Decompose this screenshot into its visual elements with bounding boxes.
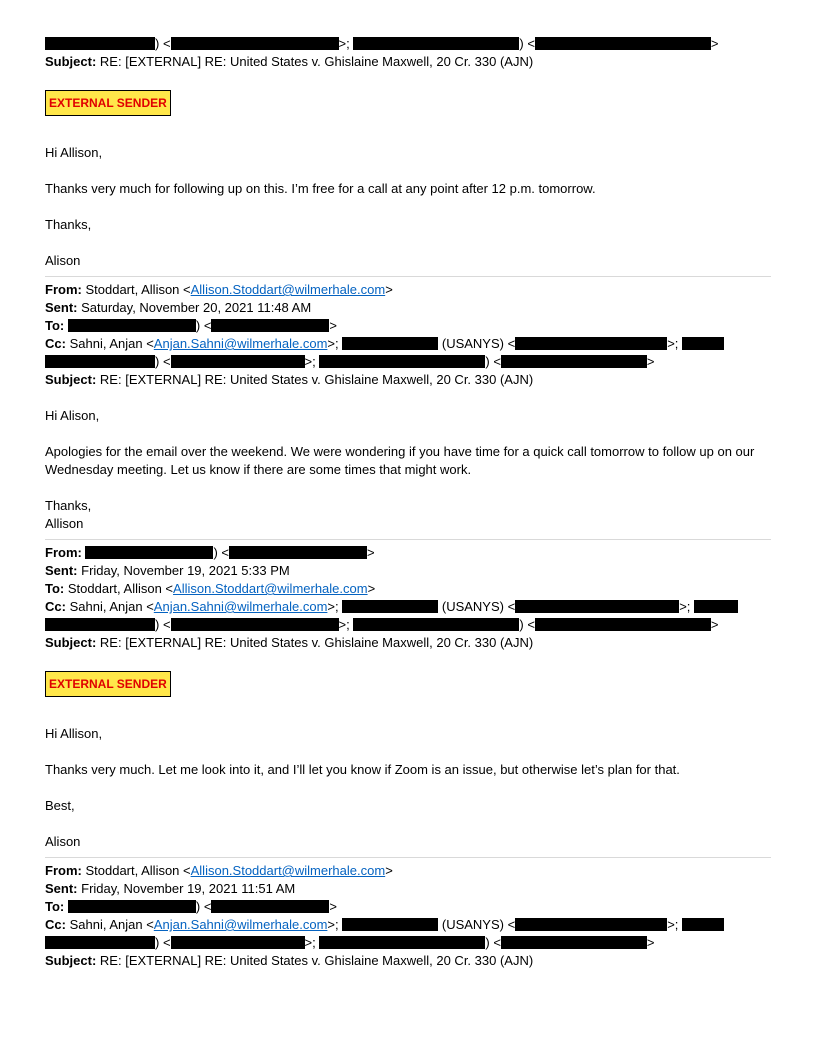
message-separator	[45, 276, 771, 277]
cc-name: Sahni, Anjan <	[69, 917, 154, 932]
signature: Allison	[45, 516, 84, 531]
subject-value: RE: [EXTERNAL] RE: United States v. Ghislaine Maxwell, 20 Cr. 330 (AJN)	[99, 953, 534, 968]
sent-value: Friday, November 19, 2021 5:33 PM	[81, 563, 290, 578]
cc-label: Cc:	[45, 336, 66, 351]
from-line: From: Stoddart, Allison <Allison.Stoddart@wilmerhale.com>	[45, 282, 393, 297]
greeting: Hi Allison,	[45, 726, 103, 741]
sent-line	[45, 562, 771, 580]
subject-value: RE: [EXTERNAL] RE: United States v. Ghislaine Maxwell, 20 Cr. 330 (AJN)	[99, 372, 534, 387]
subject-label: Subject:	[45, 953, 97, 968]
sent-line	[45, 880, 771, 898]
to-name: Stoddart, Allison <	[67, 581, 174, 596]
body-text: Thanks very much. Let me look into it, and I’ll let you know if Zoom is an issue, but otherwise let’s plan for that.	[45, 762, 680, 777]
subject-line	[45, 952, 771, 970]
redaction-block	[45, 37, 155, 50]
from-label: From:	[45, 545, 82, 560]
cc-label: Cc:	[45, 599, 66, 614]
to-label: To:	[45, 899, 65, 914]
redaction-block	[501, 936, 647, 949]
from-email-link[interactable]: Allison.Stoddart@wilmerhale.com	[190, 863, 386, 878]
redaction-block	[694, 600, 738, 613]
redaction-block	[682, 918, 724, 931]
redaction-block	[535, 618, 711, 631]
redaction-block	[68, 319, 196, 332]
cc-usanys: (USANYS) <	[441, 599, 516, 614]
cc-usanys: (USANYS) <	[441, 917, 516, 932]
redaction-block	[211, 319, 329, 332]
redaction-block	[45, 618, 155, 631]
closing: Best,	[45, 798, 75, 813]
body-text: Thanks very much for following up on this. I’m free for a call at any point after 12 p.m. tomorrow.	[45, 181, 596, 196]
cc-line: Cc: Sahni, Anjan <Anjan.Sahni@wilmerhale.com>; (USANYS) < >;	[45, 335, 771, 353]
signature: Alison	[45, 253, 81, 268]
cc-continuation: ) < >; ) < >	[45, 934, 771, 952]
external-sender-banner: EXTERNAL SENDER	[45, 671, 171, 697]
redaction-block	[171, 618, 339, 631]
cc-label: Cc:	[45, 917, 66, 932]
sent-value: Friday, November 19, 2021 11:51 AM	[81, 881, 296, 896]
cc-usanys: (USANYS) <	[441, 336, 516, 351]
redaction-block	[342, 918, 438, 931]
redaction-block	[342, 337, 438, 350]
redaction-block	[515, 600, 679, 613]
email-thread	[45, 35, 771, 970]
to-label: To:	[45, 581, 65, 596]
redaction-block	[515, 337, 667, 350]
message-separator	[45, 539, 771, 540]
from-label: From:	[45, 282, 82, 297]
signature: Alison	[45, 834, 81, 849]
cc-continuation: ) < >; ) < >	[45, 616, 771, 634]
redaction-block	[319, 936, 485, 949]
subject-line	[45, 371, 771, 389]
subject-label: Subject:	[45, 372, 97, 387]
external-sender-banner-wrap	[45, 71, 771, 126]
redaction-block	[501, 355, 647, 368]
cc-email-link[interactable]: Anjan.Sahni@wilmerhale.com	[153, 917, 328, 932]
to-line: To: Stoddart, Allison <Allison.Stoddart@wilmerhale.com>	[45, 581, 376, 596]
redaction-block	[85, 546, 213, 559]
body-text: Apologies for the email over the weekend. We were wondering if you have time for a quick call tomorrow to follow up on our Wednesday meeting. Let us know if there are some times that might work.	[45, 444, 755, 477]
message-separator	[45, 857, 771, 858]
cc-name: Sahni, Anjan <	[69, 336, 154, 351]
redaction-block	[171, 355, 305, 368]
from-label: From:	[45, 863, 82, 878]
cc-email-link[interactable]: Anjan.Sahni@wilmerhale.com	[153, 599, 328, 614]
from-line: From: ) < >	[45, 545, 375, 560]
cc-line: Cc: Sahni, Anjan <Anjan.Sahni@wilmerhale.com>; (USANYS) < >;	[45, 598, 771, 616]
cc-line: Cc: Sahni, Anjan <Anjan.Sahni@wilmerhale.com>; (USANYS) < >;	[45, 916, 771, 934]
redaction-block	[353, 37, 519, 50]
cc-continuation: ) < >; ) < >	[45, 353, 771, 371]
redaction-block	[171, 936, 305, 949]
greeting: Hi Alison,	[45, 408, 100, 423]
from-name: Stoddart, Allison <	[85, 863, 191, 878]
cc-name: Sahni, Anjan <	[69, 599, 154, 614]
sent-label: Sent:	[45, 881, 78, 896]
redaction-block	[515, 918, 667, 931]
subject-line	[45, 634, 771, 652]
to-line: To: ) < >	[45, 899, 338, 914]
subject-label: Subject:	[45, 54, 97, 69]
from-email-link[interactable]: Allison.Stoddart@wilmerhale.com	[190, 282, 386, 297]
from-name: Stoddart, Allison <	[85, 282, 191, 297]
redaction-block	[68, 900, 196, 913]
closing: Thanks,	[45, 217, 92, 232]
subject-label: Subject:	[45, 635, 97, 650]
greeting: Hi Allison,	[45, 145, 103, 160]
redaction-block	[535, 37, 711, 50]
sent-label: Sent:	[45, 563, 78, 578]
to-line: To: ) < >	[45, 318, 338, 333]
redaction-block	[45, 936, 155, 949]
redaction-block	[211, 900, 329, 913]
to-label: To:	[45, 318, 65, 333]
closing: Thanks,	[45, 498, 92, 513]
redaction-block	[229, 546, 367, 559]
redaction-block	[342, 600, 438, 613]
to-email-link[interactable]: Allison.Stoddart@wilmerhale.com	[173, 581, 368, 596]
redaction-block	[171, 37, 339, 50]
redaction-block	[45, 355, 155, 368]
sent-label: Sent:	[45, 300, 78, 315]
redaction-block	[319, 355, 485, 368]
from-line: From: Stoddart, Allison <Allison.Stoddart@wilmerhale.com>	[45, 863, 393, 878]
header-cc-continuation: ) < >; ) < >	[45, 35, 771, 53]
sent-value: Saturday, November 20, 2021 11:48 AM	[81, 300, 312, 315]
subject-value: RE: [EXTERNAL] RE: United States v. Ghislaine Maxwell, 20 Cr. 330 (AJN)	[99, 54, 534, 69]
subject-value: RE: [EXTERNAL] RE: United States v. Ghislaine Maxwell, 20 Cr. 330 (AJN)	[99, 635, 534, 650]
redaction-block	[353, 618, 519, 631]
redaction-block	[682, 337, 724, 350]
subject-line	[45, 53, 771, 71]
external-sender-banner-wrap	[45, 652, 771, 707]
cc-email-link[interactable]: Anjan.Sahni@wilmerhale.com	[153, 336, 328, 351]
external-sender-banner: EXTERNAL SENDER	[45, 90, 171, 116]
sent-line	[45, 299, 771, 317]
